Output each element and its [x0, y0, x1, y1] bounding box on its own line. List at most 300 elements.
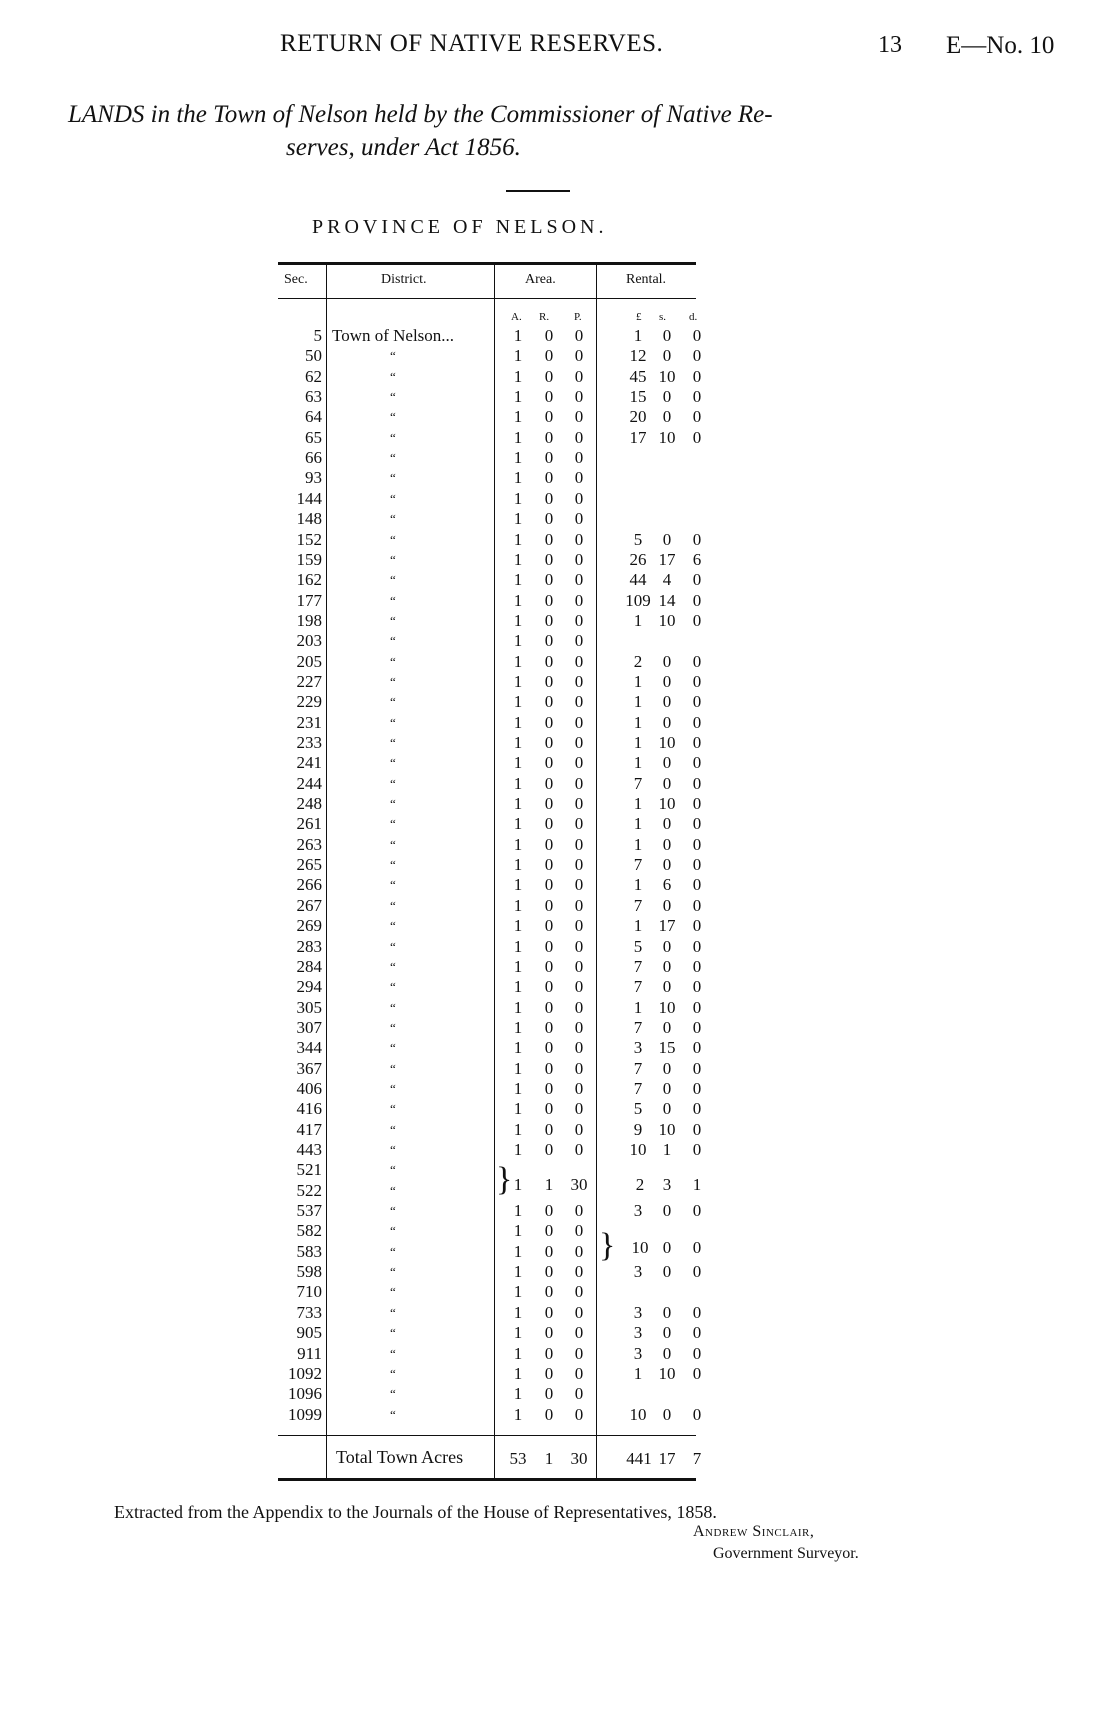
table-header-rule	[278, 298, 696, 299]
row-area-cell: 0	[544, 1282, 554, 1301]
row-area-cell: 0	[544, 326, 554, 345]
row-rental-cell: 45	[629, 367, 647, 386]
row-area-cell: 0	[574, 591, 584, 610]
row-area-cell: 0	[574, 1282, 584, 1301]
row-sec-number: 522	[296, 1181, 322, 1200]
row-area-cell: 0	[544, 1059, 554, 1078]
row-rental-cell: 0	[662, 1079, 672, 1098]
row-rental-cell: 0	[692, 1079, 702, 1098]
table-total-rule	[278, 1435, 696, 1436]
row-area-cell: 0	[544, 489, 554, 508]
row-area-cell: 0	[574, 1262, 584, 1281]
row-rental-cell: 1	[662, 1140, 672, 1159]
row-rental-cell: 7	[633, 774, 643, 793]
rental-582-583-pence: 0	[692, 1238, 702, 1257]
row-sec-number: 269	[296, 916, 322, 935]
row-rental-cell: 0	[692, 957, 702, 976]
row-area-cell: 0	[544, 896, 554, 915]
row-rental-cell: 0	[662, 957, 672, 976]
row-area-cell: 1	[513, 896, 523, 915]
row-rental-cell: 0	[662, 1018, 672, 1037]
row-district-ditto: “	[390, 796, 396, 811]
row-area-cell: 1	[513, 1323, 523, 1342]
row-area-cell: 1	[513, 509, 523, 528]
row-rental-cell: 10	[658, 733, 676, 752]
row-sec-number: 231	[296, 713, 322, 732]
row-area-cell: 0	[574, 794, 584, 813]
row-rental-cell: 0	[692, 1140, 702, 1159]
row-area-cell: 0	[574, 998, 584, 1017]
row-rental-cell: 7	[633, 1059, 643, 1078]
row-rental-cell: 17	[658, 550, 676, 569]
row-district-ditto: “	[390, 1305, 396, 1320]
row-sec-number: 266	[296, 875, 322, 894]
row-sec-number: 344	[296, 1038, 322, 1057]
row-area-cell: 0	[574, 1120, 584, 1139]
row-district-ditto: “	[390, 694, 396, 709]
row-rental-cell: 10	[658, 611, 676, 630]
row-rental-cell: 1	[633, 692, 643, 711]
row-area-cell: 0	[574, 1099, 584, 1118]
row-area-cell: 0	[574, 1201, 584, 1220]
row-rental-cell: 14	[658, 591, 676, 610]
row-rental-cell: 1	[633, 672, 643, 691]
row-area-cell: 0	[574, 753, 584, 772]
row-rental-cell: 0	[692, 1344, 702, 1363]
row-sec-number: 203	[296, 631, 322, 650]
row-rental-cell: 0	[692, 652, 702, 671]
row-rental-cell: 20	[629, 407, 647, 426]
row-rental-cell: 1	[633, 998, 643, 1017]
row-area-cell: 1	[513, 1059, 523, 1078]
row-rental-cell: 10	[658, 1120, 676, 1139]
row-rental-cell: 0	[692, 387, 702, 406]
row-area-cell: 0	[574, 1384, 584, 1403]
row-area-cell: 0	[574, 1303, 584, 1322]
row-area-cell: 0	[544, 1079, 554, 1098]
row-area-cell: 1	[513, 916, 523, 935]
row-rental-cell: 0	[662, 977, 672, 996]
row-area-cell: 1	[513, 367, 523, 386]
row-area-cell: 0	[574, 326, 584, 345]
footer-signatory-role: Government Surveyor.	[713, 1545, 859, 1562]
row-sec-number: 144	[296, 489, 322, 508]
row-area-cell: 0	[574, 713, 584, 732]
row-area-cell: 1	[513, 794, 523, 813]
row-sec-number: 162	[296, 570, 322, 589]
row-area-cell: 0	[544, 672, 554, 691]
row-area-cell: 1	[513, 1018, 523, 1037]
row-area-cell: 1	[513, 346, 523, 365]
row-area-cell: 0	[544, 835, 554, 854]
row-sec-number: 263	[296, 835, 322, 854]
row-district-ditto: “	[390, 572, 396, 587]
row-rental-cell: 0	[662, 753, 672, 772]
row-rental-cell: 17	[658, 916, 676, 935]
row-district-ditto: “	[390, 470, 396, 485]
row-district-ditto: “	[390, 1040, 396, 1055]
row-area-cell: 1	[513, 448, 523, 467]
row-district-ditto: “	[390, 1000, 396, 1015]
row-rental-cell: 0	[692, 367, 702, 386]
row-area-cell: 0	[574, 896, 584, 915]
row-area-cell: 1	[513, 692, 523, 711]
row-rental-cell: 0	[662, 692, 672, 711]
rental-unit-pence: d.	[689, 311, 698, 323]
row-area-cell: 1	[513, 468, 523, 487]
row-rental-cell: 6	[692, 550, 702, 569]
row-rental-cell: 0	[692, 753, 702, 772]
row-area-cell: 0	[574, 1059, 584, 1078]
row-sec-number: 229	[296, 692, 322, 711]
row-area-cell: 1	[513, 1384, 523, 1403]
row-district-ditto: “	[390, 348, 396, 363]
row-rental-cell: 26	[629, 550, 647, 569]
row-rental-cell: 7	[633, 977, 643, 996]
row-area-cell: 0	[574, 367, 584, 386]
row-sec-number: 248	[296, 794, 322, 813]
row-sec-number: 583	[296, 1242, 322, 1261]
row-area-cell: 0	[574, 692, 584, 711]
title-line-1: LANDS in the Town of Nelson held by the Commissioner of Native Re-	[68, 101, 773, 128]
row-sec-number: 148	[296, 509, 322, 528]
row-sec-number: 905	[296, 1323, 322, 1342]
footer-source-note: Extracted from the Appendix to the Journals of the House of Representatives, 1858.	[114, 1502, 717, 1522]
document-title	[68, 98, 928, 164]
row-area-cell: 0	[544, 1201, 554, 1220]
row-district-ditto: “	[390, 1264, 396, 1279]
row-rental-cell: 0	[662, 1099, 672, 1118]
row-rental-cell: 1	[633, 794, 643, 813]
row-rental-cell: 1	[633, 733, 643, 752]
row-district: Town of Nelson...	[332, 326, 455, 345]
row-district-ditto: “	[390, 959, 396, 974]
row-area-cell: 0	[544, 428, 554, 447]
row-area-cell: 1	[513, 1099, 523, 1118]
total-area-acres: 53	[509, 1449, 527, 1468]
row-rental-cell: 5	[633, 1099, 643, 1118]
row-area-cell: 1	[513, 1303, 523, 1322]
row-area-cell: 0	[574, 652, 584, 671]
row-district-ditto: “	[390, 1101, 396, 1116]
row-area-cell: 0	[544, 550, 554, 569]
row-area-cell: 0	[544, 1262, 554, 1281]
rental-521-522-shillings: 3	[662, 1175, 672, 1194]
row-rental-cell: 3	[633, 1303, 643, 1322]
row-rental-cell: 0	[662, 326, 672, 345]
row-area-cell: 0	[544, 977, 554, 996]
row-area-cell: 0	[544, 753, 554, 772]
row-sec-number: 416	[296, 1099, 322, 1118]
row-rental-cell: 10	[658, 794, 676, 813]
row-area-cell: 0	[544, 1018, 554, 1037]
row-area-cell: 0	[544, 387, 554, 406]
row-area-cell: 0	[544, 1140, 554, 1159]
row-rental-cell: 0	[692, 346, 702, 365]
row-area-cell: 1	[513, 774, 523, 793]
rental-521-522-pence: 1	[692, 1175, 702, 1194]
row-sec-number: 294	[296, 977, 322, 996]
row-district-ditto: “	[390, 776, 396, 791]
row-area-cell: 0	[544, 1344, 554, 1363]
row-area-cell: 1	[513, 591, 523, 610]
row-area-cell: 0	[544, 448, 554, 467]
row-area-cell: 1	[513, 1038, 523, 1057]
row-area-cell: 0	[574, 530, 584, 549]
rental-582-583-shillings: 0	[662, 1238, 672, 1257]
row-rental-cell: 0	[692, 1059, 702, 1078]
footer-signatory-name: Andrew Sinclair,	[693, 1523, 815, 1540]
row-rental-cell: 5	[633, 937, 643, 956]
row-area-cell: 0	[574, 631, 584, 650]
row-district-ditto: “	[390, 715, 396, 730]
row-rental-cell: 0	[662, 835, 672, 854]
row-district-ditto: “	[390, 939, 396, 954]
row-district-ditto: “	[390, 1386, 396, 1401]
row-rental-cell: 0	[692, 774, 702, 793]
row-area-cell: 0	[544, 1405, 554, 1424]
row-area-cell: 0	[544, 875, 554, 894]
row-area-cell: 0	[574, 428, 584, 447]
row-district-ditto: “	[390, 491, 396, 506]
row-rental-cell: 1	[633, 814, 643, 833]
row-rental-cell: 0	[692, 530, 702, 549]
page-header-title: RETURN OF NATIVE RESERVES.	[280, 30, 664, 57]
row-rental-cell: 0	[692, 1405, 702, 1424]
row-area-cell: 0	[544, 509, 554, 528]
row-rental-cell: 0	[692, 1323, 702, 1342]
row-rental-cell: 10	[658, 367, 676, 386]
row-area-cell: 1	[513, 428, 523, 447]
row-rental-cell: 1	[633, 1364, 643, 1383]
row-area-cell: 0	[574, 957, 584, 976]
row-rental-cell: 10	[658, 428, 676, 447]
row-area-cell: 1	[513, 550, 523, 569]
row-rental-cell: 109	[625, 591, 651, 610]
row-area-cell: 1	[513, 1282, 523, 1301]
row-rental-cell: 0	[692, 1262, 702, 1281]
row-area-cell: 0	[574, 977, 584, 996]
row-area-cell: 1	[513, 1364, 523, 1383]
row-sec-number: 307	[296, 1018, 322, 1037]
row-rental-cell: 6	[662, 875, 672, 894]
row-rental-cell: 0	[692, 1201, 702, 1220]
row-area-cell: 0	[574, 1364, 584, 1383]
row-district-ditto: “	[390, 552, 396, 567]
row-rental-cell: 10	[629, 1140, 647, 1159]
row-area-cell: 0	[574, 916, 584, 935]
row-district-ditto: “	[390, 898, 396, 913]
row-district-ditto: “	[390, 613, 396, 628]
row-rental-cell: 0	[662, 1059, 672, 1078]
row-area-cell: 0	[544, 591, 554, 610]
row-district-ditto: “	[390, 1122, 396, 1137]
total-label: Total Town Acres	[336, 1447, 464, 1467]
row-area-cell: 0	[574, 346, 584, 365]
column-divider	[596, 264, 597, 1478]
row-rental-cell: 0	[692, 875, 702, 894]
row-rental-cell: 10	[658, 998, 676, 1017]
row-sec-number: 1099	[288, 1405, 322, 1424]
row-district-ditto: “	[390, 735, 396, 750]
row-area-cell: 1	[513, 407, 523, 426]
row-area-cell: 0	[574, 448, 584, 467]
row-rental-cell: 0	[692, 672, 702, 691]
province-heading: PROVINCE OF NELSON.	[312, 216, 608, 238]
row-rental-cell: 10	[658, 1364, 676, 1383]
row-sec-number: 443	[296, 1140, 322, 1159]
row-sec-number: 537	[296, 1201, 322, 1220]
row-rental-cell: 10	[629, 1405, 647, 1424]
row-sec-number: 93	[305, 468, 322, 487]
row-area-cell: 0	[574, 733, 584, 752]
row-rental-cell: 0	[692, 794, 702, 813]
row-rental-cell: 0	[662, 855, 672, 874]
row-sec-number: 244	[296, 774, 322, 793]
row-sec-number: 5	[313, 326, 322, 345]
row-area-cell: 0	[544, 713, 554, 732]
row-sec-number: 417	[296, 1120, 322, 1139]
total-area-perches: 30	[570, 1449, 588, 1468]
row-rental-cell: 0	[662, 652, 672, 671]
row-sec-number: 911	[297, 1344, 322, 1363]
row-rental-cell: 1	[633, 753, 643, 772]
table-bottom-rule	[278, 1478, 696, 1481]
rental-582-583-pounds: 10	[631, 1238, 649, 1257]
page-number: 13	[878, 32, 902, 58]
row-rental-cell: 0	[692, 855, 702, 874]
row-sec-number: 598	[296, 1262, 322, 1281]
row-area-cell: 1	[513, 733, 523, 752]
row-rental-cell: 0	[692, 814, 702, 833]
row-area-cell: 1	[513, 998, 523, 1017]
row-sec-number: 227	[296, 672, 322, 691]
row-area-cell: 0	[574, 468, 584, 487]
row-rental-cell: 0	[662, 896, 672, 915]
row-area-cell: 0	[574, 855, 584, 874]
row-area-cell: 0	[574, 1038, 584, 1057]
row-sec-number: 159	[296, 550, 322, 569]
row-area-cell: 1	[513, 1405, 523, 1424]
row-district-ditto: “	[390, 633, 396, 648]
row-rental-cell: 9	[633, 1120, 643, 1139]
row-rental-cell: 0	[662, 346, 672, 365]
row-rental-cell: 0	[662, 774, 672, 793]
row-area-cell: 1	[513, 1242, 523, 1261]
row-sec-number: 1092	[288, 1364, 322, 1383]
row-rental-cell: 0	[692, 835, 702, 854]
row-area-cell: 1	[513, 1201, 523, 1220]
row-area-cell: 1	[513, 1262, 523, 1281]
row-area-cell: 0	[544, 1364, 554, 1383]
row-rental-cell: 7	[633, 957, 643, 976]
row-district-ditto: “	[390, 1284, 396, 1299]
row-district-ditto: “	[390, 654, 396, 669]
row-area-cell: 0	[544, 1303, 554, 1322]
column-divider	[494, 264, 495, 1478]
row-rental-cell: 1	[633, 713, 643, 732]
row-rental-cell: 12	[629, 346, 647, 365]
row-area-cell: 1	[513, 957, 523, 976]
row-area-cell: 0	[544, 367, 554, 386]
row-sec-number: 152	[296, 530, 322, 549]
row-rental-cell: 5	[633, 530, 643, 549]
row-area-cell: 0	[574, 1018, 584, 1037]
row-rental-cell: 0	[662, 937, 672, 956]
row-sec-number: 710	[296, 1282, 322, 1301]
row-rental-cell: 2	[633, 652, 643, 671]
row-rental-cell: 0	[692, 937, 702, 956]
row-rental-cell: 0	[692, 916, 702, 935]
row-district-ditto: “	[390, 755, 396, 770]
paper-reference: E—No. 10	[946, 32, 1055, 59]
row-rental-cell: 3	[633, 1262, 643, 1281]
row-area-cell: 0	[574, 1242, 584, 1261]
row-area-cell: 0	[574, 407, 584, 426]
row-area-cell: 1	[513, 326, 523, 345]
row-district-ditto: “	[390, 1407, 396, 1422]
row-area-cell: 0	[574, 814, 584, 833]
row-area-cell: 0	[574, 611, 584, 630]
row-area-cell: 0	[574, 937, 584, 956]
row-rental-cell: 1	[633, 611, 643, 630]
row-sec-number: 198	[296, 611, 322, 630]
row-area-cell: 0	[544, 855, 554, 874]
row-rental-cell: 0	[662, 407, 672, 426]
row-rental-cell: 0	[692, 611, 702, 630]
row-district-ditto: “	[390, 1366, 396, 1381]
row-rental-cell: 0	[692, 1303, 702, 1322]
row-area-cell: 0	[574, 774, 584, 793]
row-rental-cell: 0	[662, 1201, 672, 1220]
row-rental-cell: 7	[633, 1018, 643, 1037]
row-area-cell: 0	[544, 1242, 554, 1261]
row-area-cell: 0	[544, 692, 554, 711]
row-district-ditto: “	[390, 389, 396, 404]
row-sec-number: 241	[296, 753, 322, 772]
row-area-cell: 1	[513, 1079, 523, 1098]
row-rental-cell: 15	[629, 387, 647, 406]
row-rental-cell: 0	[692, 896, 702, 915]
row-rental-cell: 0	[692, 407, 702, 426]
row-area-cell: 0	[544, 957, 554, 976]
row-rental-cell: 0	[692, 570, 702, 589]
total-rental-pence: 7	[692, 1449, 702, 1468]
row-area-cell: 0	[544, 1099, 554, 1118]
row-district-ditto: “	[390, 1020, 396, 1035]
row-area-cell: 1	[513, 1120, 523, 1139]
row-rental-cell: 0	[662, 814, 672, 833]
row-sec-number: 367	[296, 1059, 322, 1078]
header-area: Area.	[525, 272, 556, 287]
row-sec-number: 50	[305, 346, 322, 365]
row-area-cell: 0	[574, 509, 584, 528]
total-rental-pounds: 441	[626, 1449, 652, 1468]
row-sec-number: 267	[296, 896, 322, 915]
row-sec-number: 582	[296, 1221, 322, 1240]
row-area-cell: 1	[513, 937, 523, 956]
row-rental-cell: 0	[662, 1262, 672, 1281]
total-area-roods: 1	[544, 1449, 554, 1468]
area-521-522-acres: 1	[513, 1175, 523, 1194]
row-rental-cell: 0	[662, 1323, 672, 1342]
row-rental-cell: 0	[692, 1018, 702, 1037]
row-area-cell: 1	[513, 387, 523, 406]
row-area-cell: 0	[544, 733, 554, 752]
row-sec-number: 521	[296, 1160, 322, 1179]
header-sec: Sec.	[284, 272, 308, 287]
row-rental-cell: 0	[692, 1364, 702, 1383]
